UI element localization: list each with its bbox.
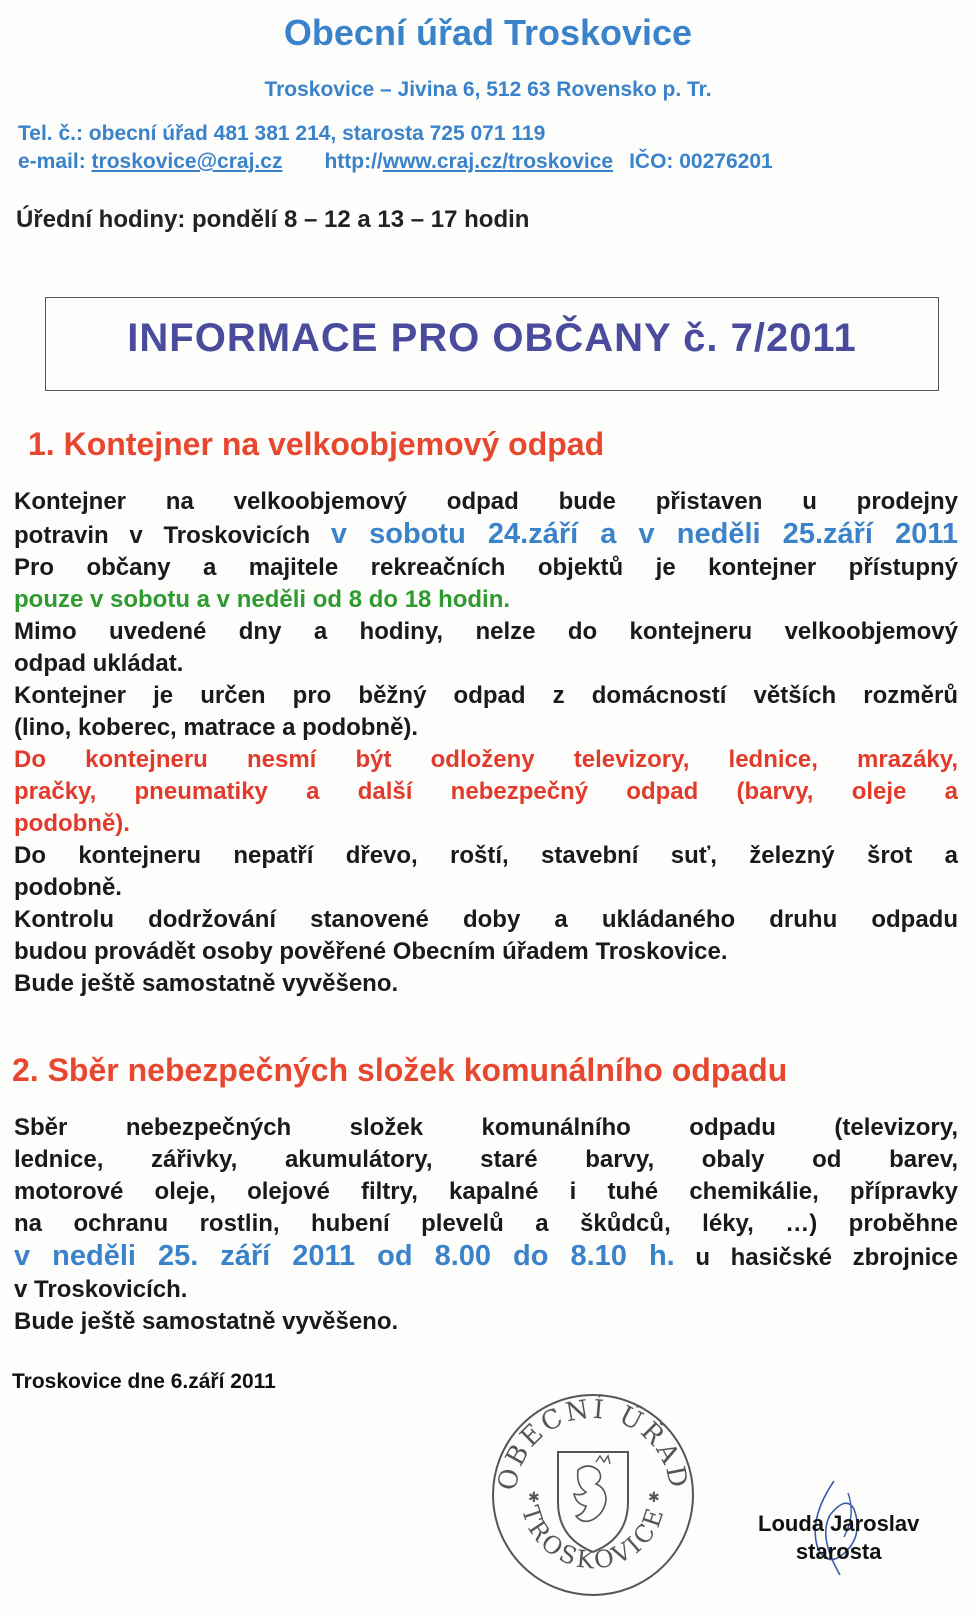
s1-line: Mimo uvedené dny a hodiny, nelze do kontejneru velkoobjemový [14,618,958,645]
stamp-bottom-text: TROSKOVICE [515,1502,671,1575]
svg-text:TROSKOVICE [516,1502,670,1574]
s1-warning: podobně). [14,810,130,837]
office-address: Troskovice – Jivina 6, 512 63 Rovensko p. Tr. [264,78,712,101]
office-title: Obecní úřad Troskovice [283,12,693,53]
s2-line: motorové oleje, olejové filtry, kapalné i tuhé chemikálie, přípravky [14,1178,958,1205]
s2-line: na ochranu rostlin, hubení plevelů a škůdců, léky, …) proběhne [14,1210,958,1237]
s2-line: lednice, zářivky, akumulátory, staré barvy, obaly od barev, [14,1146,958,1173]
s2-line [14,1240,958,1274]
s2-line: Sběr nebezpečných složek komunálního odpadu (televizory, [14,1114,958,1141]
issue-date: Troskovice dne 6.září 2011 [12,1370,276,1393]
email-link[interactable]: troskovice@craj.cz [91,150,283,173]
s1-line: Do kontejneru nepatří dřevo, roští, stavební suť, železný šrot a [14,842,958,869]
section2-body [14,1112,958,1338]
s1-line: Bude ještě samostatně vyvěšeno. [14,970,399,997]
svg-text:✱: ✱ [528,1490,540,1506]
s1-line: Kontejner na velkoobjemový odpad bude přistaven u prodejny [14,488,958,515]
office-hours: Úřední hodiny: pondělí 8 – 12 a 13 – 17 hodin [16,206,530,233]
signer-name: Louda Jaroslav [758,1511,920,1536]
s1-warning: Do kontejneru nesmí být odloženy televizory, lednice, mrazáky, [14,746,958,773]
s1-highlight-hours: pouze v sobotu a v neděli od 8 do 18 hodin. [14,586,511,613]
s1-line: (lino, koberec, matrace a podobně). [14,714,419,741]
email-web-line [18,150,773,174]
svg-text:OBECNÍ ÚŘAD [493,1393,694,1493]
office-stamp [488,1390,698,1600]
svg-text:✱: ✱ [648,1490,660,1506]
s1-line [14,518,958,552]
s2-highlight-date: v neděli 25. září 2011 od 8.00 do 8.10 h. [14,1240,675,1272]
s2-line: Bude ještě samostatně vyvěšeno. [14,1308,399,1335]
s1-line: Kontejner je určen pro běžný odpad z domácností větších rozměrů [14,682,958,709]
s1-line: Pro občany a majitele rekreačních objektů je kontejner přístupný [14,554,958,581]
notice-title: INFORMACE PRO OBČANY č. 7/2011 [127,316,857,360]
s1-line: odpad ukládat. [14,650,184,677]
s1-line: podobně. [14,874,122,901]
ico-number: IČO: 00276201 [629,150,773,173]
s1-text: potravin v Troskovicích [14,522,331,549]
stamp-top-text: OBECNÍ ÚŘAD [492,1394,694,1493]
s1-warning: pračky, pneumatiky a další nebezpečný odpad (barvy, oleje a [14,778,958,805]
s2-text: u hasičské zbrojnice [674,1244,959,1271]
s1-line: Kontrolu dodržování stanovené doby a ukládaného druhu odpadu [14,906,958,933]
section1-heading: 1. Kontejner na velkoobjemový odpad [28,426,605,462]
section1-body [14,486,958,1000]
s2-line: v Troskovicích. [14,1276,188,1303]
web-prefix: http:// [324,150,383,173]
signer-title: starosta [795,1539,882,1564]
section2-heading: 2. Sběr nebezpečných složek komunálního odpadu [12,1052,788,1088]
s1-highlight-date: v sobotu 24.září a v neděli 25.září 2011 [330,518,958,550]
notice-title-box [45,297,939,391]
signer [758,1510,919,1566]
coat-of-arms-icon [558,1452,628,1552]
s1-line: budou provádět osoby pověřené Obecním úřadem Troskovice. [14,938,728,965]
web-link[interactable]: www.craj.cz/troskovice [382,150,614,173]
email-label: e-mail: [18,150,92,173]
phone-line: Tel. č.: obecní úřad 481 381 214, starosta 725 071 119 [18,122,546,145]
